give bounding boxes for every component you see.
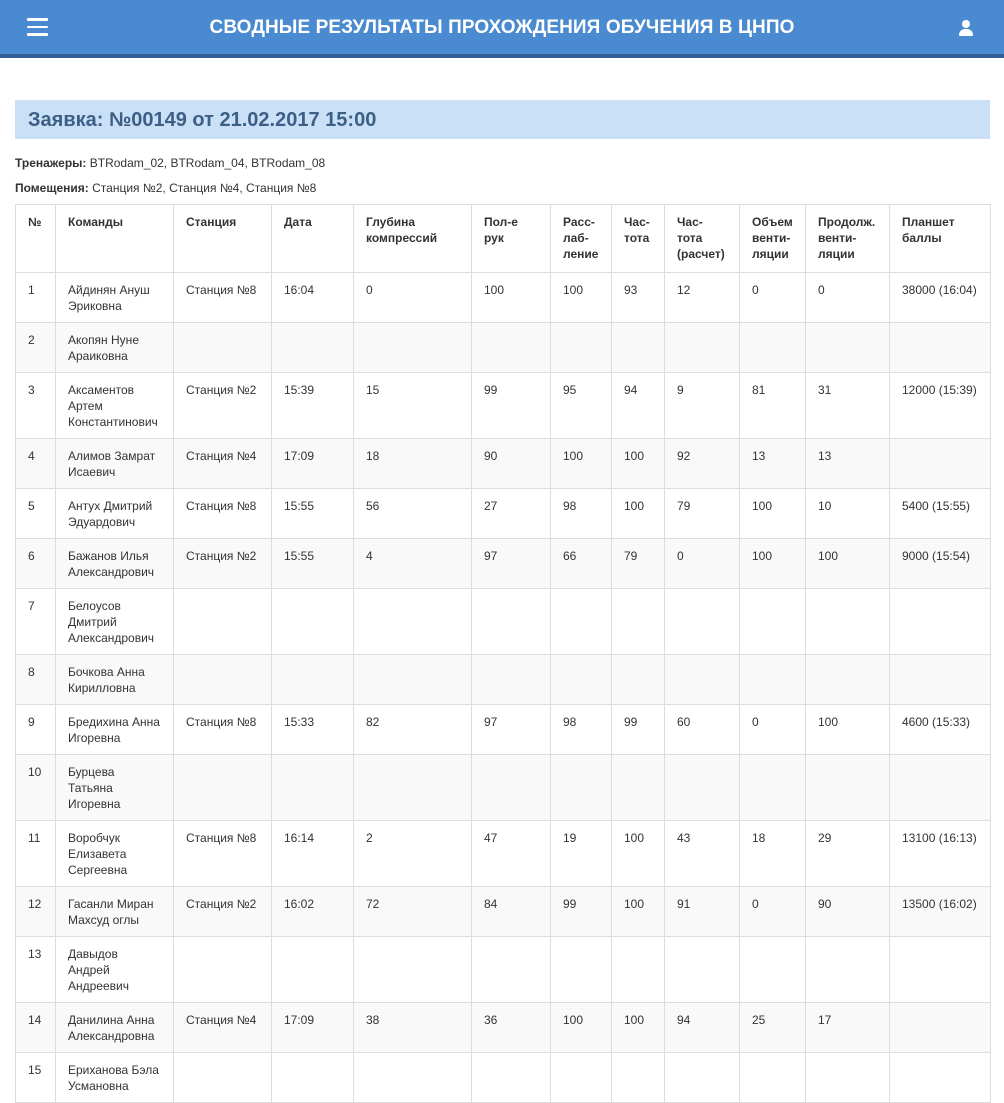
cell-freq-calc bbox=[665, 755, 740, 821]
cell-date bbox=[272, 937, 354, 1003]
cell-relax: 19 bbox=[551, 821, 612, 887]
cell-team: Бажанов Илья Александрович bbox=[56, 539, 174, 589]
cell-depth bbox=[354, 655, 472, 705]
cell-hands: 27 bbox=[472, 489, 551, 539]
cell-freq-calc: 0 bbox=[665, 539, 740, 589]
cell-station: Станция №8 bbox=[174, 821, 272, 887]
cell-freq: 100 bbox=[612, 489, 665, 539]
cell-depth bbox=[354, 937, 472, 1003]
cell-station: Станция №8 bbox=[174, 273, 272, 323]
cell-depth: 4 bbox=[354, 539, 472, 589]
cell-vent-vol: 25 bbox=[740, 1003, 806, 1053]
cell-depth: 72 bbox=[354, 887, 472, 937]
cell-freq bbox=[612, 937, 665, 1003]
table-row bbox=[16, 755, 991, 821]
cell-vent-vol bbox=[740, 1053, 806, 1103]
cell-team: Данилина Анна Александровна bbox=[56, 1003, 174, 1053]
table-row bbox=[16, 489, 991, 539]
cell-freq-calc: 94 bbox=[665, 1003, 740, 1053]
cell-team: Айдинян Ануш Эриковна bbox=[56, 273, 174, 323]
cell-team: Ериханова Бэла Усмановна bbox=[56, 1053, 174, 1103]
cell-vent-vol bbox=[740, 755, 806, 821]
cell-freq: 93 bbox=[612, 273, 665, 323]
cell-hands bbox=[472, 655, 551, 705]
cell-vent-vol: 100 bbox=[740, 539, 806, 589]
cell-date bbox=[272, 655, 354, 705]
cell-freq-calc bbox=[665, 937, 740, 1003]
table-header-row bbox=[16, 205, 991, 273]
cell-relax: 98 bbox=[551, 705, 612, 755]
cell-depth: 2 bbox=[354, 821, 472, 887]
cell-relax: 66 bbox=[551, 539, 612, 589]
cell-freq-calc: 79 bbox=[665, 489, 740, 539]
cell-station: Станция №2 bbox=[174, 373, 272, 439]
cell-team: Бредихина Анна Игоревна bbox=[56, 705, 174, 755]
column-header-team: Команды bbox=[56, 205, 174, 273]
cell-freq-calc: 9 bbox=[665, 373, 740, 439]
cell-tablet bbox=[890, 1003, 991, 1053]
cell-vent-dur: 13 bbox=[806, 439, 890, 489]
cell-vent-dur: 90 bbox=[806, 887, 890, 937]
cell-tablet bbox=[890, 655, 991, 705]
cell-freq: 100 bbox=[612, 821, 665, 887]
table-row bbox=[16, 273, 991, 323]
cell-depth: 38 bbox=[354, 1003, 472, 1053]
cell-tablet bbox=[890, 589, 991, 655]
cell-team: Воробчук Елизавета Сергеевна bbox=[56, 821, 174, 887]
cell-freq: 100 bbox=[612, 439, 665, 489]
cell-freq: 100 bbox=[612, 887, 665, 937]
cell-team: Акопян Нуне Араиковна bbox=[56, 323, 174, 373]
cell-relax: 98 bbox=[551, 489, 612, 539]
cell-number: 6 bbox=[16, 539, 56, 589]
rooms-label: Помещения: bbox=[15, 181, 89, 195]
cell-tablet bbox=[890, 937, 991, 1003]
cell-date: 15:55 bbox=[272, 539, 354, 589]
column-header-number: № bbox=[16, 205, 56, 273]
cell-tablet: 13100 (16:13) bbox=[890, 821, 991, 887]
trainers-info bbox=[15, 156, 325, 170]
table-row bbox=[16, 821, 991, 887]
rooms-value: Станция №2, Станция №4, Станция №8 bbox=[92, 181, 317, 195]
cell-number: 9 bbox=[16, 705, 56, 755]
cell-relax: 100 bbox=[551, 1003, 612, 1053]
table-row bbox=[16, 1053, 991, 1103]
cell-tablet: 4600 (15:33) bbox=[890, 705, 991, 755]
cell-vent-vol: 13 bbox=[740, 439, 806, 489]
cell-date: 16:04 bbox=[272, 273, 354, 323]
cell-relax bbox=[551, 1053, 612, 1103]
cell-date bbox=[272, 1053, 354, 1103]
cell-tablet bbox=[890, 1053, 991, 1103]
cell-date: 17:09 bbox=[272, 1003, 354, 1053]
cell-freq-calc bbox=[665, 655, 740, 705]
column-header-tablet: Планшет баллы bbox=[890, 205, 991, 273]
request-header bbox=[15, 100, 990, 139]
cell-tablet bbox=[890, 755, 991, 821]
cell-relax bbox=[551, 589, 612, 655]
cell-team: Бурцева Татьяна Игоревна bbox=[56, 755, 174, 821]
cell-vent-dur: 10 bbox=[806, 489, 890, 539]
cell-vent-dur bbox=[806, 1053, 890, 1103]
cell-freq: 100 bbox=[612, 1003, 665, 1053]
table-row bbox=[16, 655, 991, 705]
cell-tablet: 9000 (15:54) bbox=[890, 539, 991, 589]
cell-freq bbox=[612, 589, 665, 655]
cell-depth: 0 bbox=[354, 273, 472, 323]
cell-depth bbox=[354, 323, 472, 373]
cell-number: 1 bbox=[16, 273, 56, 323]
cell-vent-vol: 100 bbox=[740, 489, 806, 539]
cell-relax bbox=[551, 323, 612, 373]
cell-hands bbox=[472, 1053, 551, 1103]
column-header-date: Дата bbox=[272, 205, 354, 273]
cell-freq bbox=[612, 655, 665, 705]
results-table bbox=[15, 204, 991, 1103]
cell-hands: 36 bbox=[472, 1003, 551, 1053]
cell-station: Станция №4 bbox=[174, 439, 272, 489]
cell-date bbox=[272, 755, 354, 821]
cell-vent-dur bbox=[806, 589, 890, 655]
cell-station bbox=[174, 655, 272, 705]
cell-station: Станция №8 bbox=[174, 489, 272, 539]
cell-vent-dur: 17 bbox=[806, 1003, 890, 1053]
cell-hands bbox=[472, 323, 551, 373]
cell-number: 15 bbox=[16, 1053, 56, 1103]
cell-station: Станция №4 bbox=[174, 1003, 272, 1053]
cell-hands bbox=[472, 589, 551, 655]
cell-station bbox=[174, 755, 272, 821]
cell-freq-calc: 91 bbox=[665, 887, 740, 937]
cell-depth bbox=[354, 755, 472, 821]
trainers-label: Тренажеры: bbox=[15, 156, 87, 170]
cell-date: 15:55 bbox=[272, 489, 354, 539]
cell-vent-dur: 31 bbox=[806, 373, 890, 439]
cell-team: Алимов Замрат Исаевич bbox=[56, 439, 174, 489]
cell-vent-dur bbox=[806, 655, 890, 705]
cell-freq-calc: 12 bbox=[665, 273, 740, 323]
cell-vent-vol: 0 bbox=[740, 887, 806, 937]
cell-freq-calc: 92 bbox=[665, 439, 740, 489]
cell-tablet bbox=[890, 323, 991, 373]
cell-tablet: 38000 (16:04) bbox=[890, 273, 991, 323]
trainers-value: BTRodam_02, BTRodam_04, BTRodam_08 bbox=[89, 156, 326, 170]
cell-hands: 100 bbox=[472, 273, 551, 323]
cell-date: 15:39 bbox=[272, 373, 354, 439]
cell-hands: 97 bbox=[472, 539, 551, 589]
cell-hands: 84 bbox=[472, 887, 551, 937]
column-header-vent-dur: Продолж. венти-ляции bbox=[806, 205, 890, 273]
cell-freq: 99 bbox=[612, 705, 665, 755]
cell-vent-dur bbox=[806, 755, 890, 821]
table-row bbox=[16, 1003, 991, 1053]
table-row bbox=[16, 705, 991, 755]
cell-vent-vol: 18 bbox=[740, 821, 806, 887]
cell-freq-calc bbox=[665, 323, 740, 373]
cell-date: 17:09 bbox=[272, 439, 354, 489]
cell-number: 14 bbox=[16, 1003, 56, 1053]
cell-number: 10 bbox=[16, 755, 56, 821]
column-header-relax: Расс-лаб-ление bbox=[551, 205, 612, 273]
cell-team: Аксаментов Артем Константинович bbox=[56, 373, 174, 439]
cell-number: 4 bbox=[16, 439, 56, 489]
request-title: Заявка: №00149 от 21.02.2017 15:00 bbox=[28, 109, 377, 131]
cell-freq-calc: 60 bbox=[665, 705, 740, 755]
cell-team: Гасанли Миран Махсуд оглы bbox=[56, 887, 174, 937]
cell-vent-vol bbox=[740, 589, 806, 655]
cell-hands: 99 bbox=[472, 373, 551, 439]
cell-vent-dur: 0 bbox=[806, 273, 890, 323]
cell-tablet: 13500 (16:02) bbox=[890, 887, 991, 937]
cell-vent-vol: 0 bbox=[740, 273, 806, 323]
column-header-vent-vol: Объем венти-ляции bbox=[740, 205, 806, 273]
cell-vent-dur: 100 bbox=[806, 705, 890, 755]
cell-hands bbox=[472, 937, 551, 1003]
cell-date: 16:02 bbox=[272, 887, 354, 937]
column-header-freq: Час-тота bbox=[612, 205, 665, 273]
cell-date bbox=[272, 589, 354, 655]
column-header-freq-calc: Час-тота (расчет) bbox=[665, 205, 740, 273]
cell-relax: 100 bbox=[551, 273, 612, 323]
cell-depth: 18 bbox=[354, 439, 472, 489]
page-title: СВОДНЫЕ РЕЗУЛЬТАТЫ ПРОХОЖДЕНИЯ ОБУЧЕНИЯ В ЦНПО bbox=[209, 17, 795, 38]
cell-vent-dur: 100 bbox=[806, 539, 890, 589]
cell-freq bbox=[612, 323, 665, 373]
cell-vent-dur bbox=[806, 323, 890, 373]
cell-depth: 56 bbox=[354, 489, 472, 539]
cell-depth bbox=[354, 589, 472, 655]
cell-freq: 79 bbox=[612, 539, 665, 589]
cell-number: 5 bbox=[16, 489, 56, 539]
cell-station bbox=[174, 937, 272, 1003]
table-row bbox=[16, 323, 991, 373]
cell-relax: 95 bbox=[551, 373, 612, 439]
cell-vent-dur bbox=[806, 937, 890, 1003]
cell-number: 2 bbox=[16, 323, 56, 373]
cell-number: 3 bbox=[16, 373, 56, 439]
cell-number: 12 bbox=[16, 887, 56, 937]
cell-station bbox=[174, 589, 272, 655]
cell-relax: 99 bbox=[551, 887, 612, 937]
cell-date bbox=[272, 323, 354, 373]
cell-depth: 82 bbox=[354, 705, 472, 755]
rooms-info bbox=[15, 181, 316, 195]
cell-freq-calc bbox=[665, 1053, 740, 1103]
cell-station: Станция №2 bbox=[174, 887, 272, 937]
cell-vent-dur: 29 bbox=[806, 821, 890, 887]
cell-number: 7 bbox=[16, 589, 56, 655]
cell-vent-vol bbox=[740, 937, 806, 1003]
cell-relax bbox=[551, 937, 612, 1003]
cell-vent-vol bbox=[740, 323, 806, 373]
cell-tablet: 5400 (15:55) bbox=[890, 489, 991, 539]
cell-date: 15:33 bbox=[272, 705, 354, 755]
cell-number: 11 bbox=[16, 821, 56, 887]
cell-freq bbox=[612, 755, 665, 821]
cell-station: Станция №2 bbox=[174, 539, 272, 589]
cell-vent-vol: 81 bbox=[740, 373, 806, 439]
cell-vent-vol bbox=[740, 655, 806, 705]
table-row bbox=[16, 589, 991, 655]
cell-relax bbox=[551, 655, 612, 705]
cell-relax: 100 bbox=[551, 439, 612, 489]
cell-hands: 97 bbox=[472, 705, 551, 755]
cell-station: Станция №8 bbox=[174, 705, 272, 755]
cell-tablet: 12000 (15:39) bbox=[890, 373, 991, 439]
cell-freq-calc: 43 bbox=[665, 821, 740, 887]
column-header-station: Станция bbox=[174, 205, 272, 273]
cell-station bbox=[174, 1053, 272, 1103]
cell-team: Белоусов Дмитрий Александрович bbox=[56, 589, 174, 655]
top-app-bar bbox=[0, 0, 1004, 58]
cell-hands: 47 bbox=[472, 821, 551, 887]
cell-relax bbox=[551, 755, 612, 821]
user-icon[interactable] bbox=[958, 20, 974, 37]
table-row bbox=[16, 937, 991, 1003]
cell-number: 13 bbox=[16, 937, 56, 1003]
cell-depth bbox=[354, 1053, 472, 1103]
cell-tablet bbox=[890, 439, 991, 489]
cell-hands bbox=[472, 755, 551, 821]
cell-hands: 90 bbox=[472, 439, 551, 489]
cell-freq: 94 bbox=[612, 373, 665, 439]
cell-depth: 15 bbox=[354, 373, 472, 439]
table-row bbox=[16, 887, 991, 937]
table-row bbox=[16, 373, 991, 439]
cell-station bbox=[174, 323, 272, 373]
cell-team: Давыдов Андрей Андреевич bbox=[56, 937, 174, 1003]
table-row bbox=[16, 439, 991, 489]
cell-number: 8 bbox=[16, 655, 56, 705]
cell-team: Бочкова Анна Кирилловна bbox=[56, 655, 174, 705]
cell-freq-calc bbox=[665, 589, 740, 655]
table-row bbox=[16, 539, 991, 589]
column-header-hands: Пол-е рук bbox=[472, 205, 551, 273]
cell-team: Антух Дмитрий Эдуардович bbox=[56, 489, 174, 539]
column-header-depth: Глубина компрессий bbox=[354, 205, 472, 273]
cell-vent-vol: 0 bbox=[740, 705, 806, 755]
cell-date: 16:14 bbox=[272, 821, 354, 887]
cell-freq bbox=[612, 1053, 665, 1103]
